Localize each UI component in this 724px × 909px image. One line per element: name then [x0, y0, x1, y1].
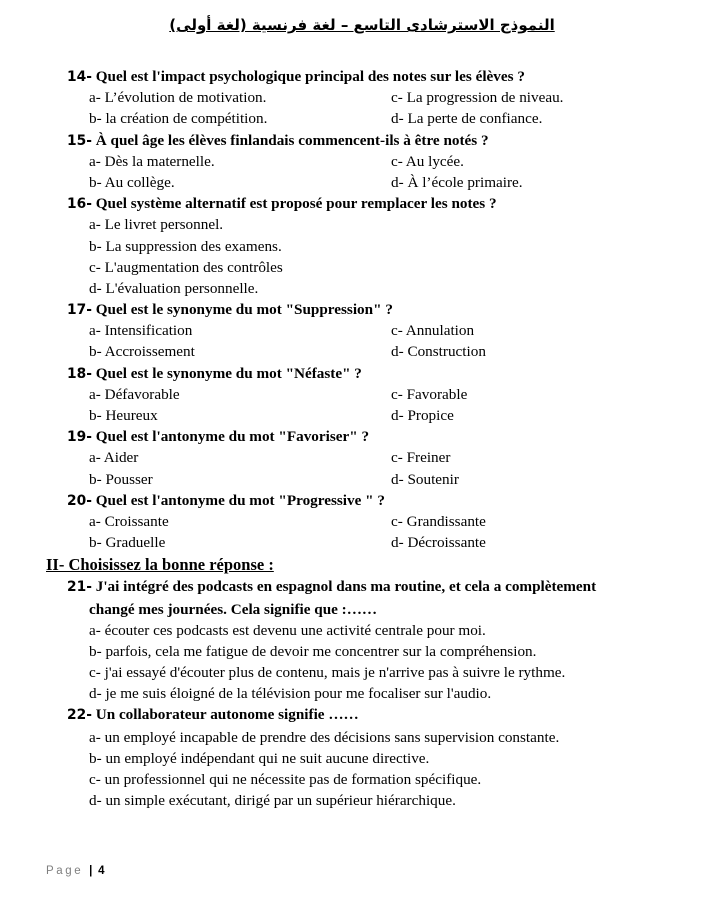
option-c: c- La progression de niveau. [391, 89, 564, 107]
question-14 [0, 66, 724, 87]
question-15 [0, 130, 724, 151]
option-a: a- Le livret personnel. [89, 216, 224, 234]
questions-block [0, 66, 724, 811]
question-number: 18- [67, 365, 92, 382]
question-number: 15- [67, 132, 92, 149]
question-19 [0, 426, 724, 447]
option-row [0, 172, 724, 193]
question-21 [0, 576, 724, 619]
option-b: b- un employé indépendant qui ne suit aucune directive. [89, 749, 430, 767]
question-text-continued: changé mes journées. Cela signifie que :…… [89, 600, 378, 618]
option-b: b- La suppression des examens. [89, 237, 282, 255]
question-text: À quel âge les élèves finlandais commencent-ils à être notés ? [91, 131, 489, 149]
footer-label: Page [46, 865, 84, 877]
question-18 [0, 363, 724, 384]
option-c: c- Freiner [391, 449, 451, 467]
question-22 [0, 704, 724, 726]
question-number: 20- [67, 492, 92, 509]
option-d: d- je me suis éloigné de la télévision pour me focaliser sur l'audio. [89, 685, 492, 703]
option-row [0, 320, 724, 341]
question-number: 22- [67, 707, 92, 724]
option-a: a- Dès la maternelle. [89, 152, 215, 170]
option-c: c- L'augmentation des contrôles [89, 258, 283, 276]
option-b: b- Graduelle [89, 534, 166, 552]
option-row [0, 511, 724, 532]
option-d: d- L'évaluation personnelle. [89, 279, 259, 297]
option-c: c- Annulation [391, 322, 475, 340]
page-number: 4 [98, 865, 105, 877]
option-c: c- Au lycée. [391, 152, 464, 170]
option-c: c- Grandissante [391, 512, 486, 530]
question-text: Quel est l'impact psychologique principal des notes sur les élèves ? [91, 68, 525, 85]
option-row [0, 151, 724, 172]
option-row [0, 532, 724, 553]
option-row [0, 108, 724, 129]
option-row [0, 469, 724, 490]
question-17 [0, 299, 724, 320]
question-text: Quel est le synonyme du mot "Suppression" ? [91, 301, 393, 319]
question-text: Quel est l'antonyme du mot "Favoriser" ? [91, 428, 370, 446]
option-a: a- L’évolution de motivation. [89, 89, 267, 107]
option-d: d- un simple exécutant, dirigé par un supérieur hiérarchique. [89, 792, 456, 810]
question-number: 17- [67, 302, 92, 319]
option-d: d- Construction [391, 343, 486, 361]
option-d: d- Décroissante [391, 534, 486, 552]
question-number: 14- [67, 69, 92, 85]
page-header [0, 16, 724, 34]
question-16 [0, 193, 724, 214]
header-title: النموذج الاسترشادى التاسع – لغة فرنسية (لغة أولى) [169, 16, 555, 34]
footer-separator: | [89, 865, 93, 877]
option-row [0, 384, 724, 405]
option-a: a- Aider [89, 449, 139, 467]
option-b: b- parfois, cela me fatigue de devoir me concentrer sur la compréhension. [89, 642, 537, 660]
option-row [0, 341, 724, 362]
option-b: b- Pousser [89, 470, 153, 488]
option-row [0, 87, 724, 108]
option-row [0, 405, 724, 426]
option-row [0, 447, 724, 468]
option-b: b- Au collège. [89, 173, 175, 191]
question-text: Quel est l'antonyme du mot "Progressive " ? [91, 491, 385, 509]
question-number: 19- [67, 429, 92, 446]
option-c: c- un professionnel qui ne nécessite pas de formation spécifique. [89, 771, 482, 789]
option-a: a- écouter ces podcasts est devenu une activité centrale pour moi. [89, 621, 486, 639]
question-number: 21- [67, 579, 92, 596]
option-c: c- j'ai essayé d'écouter plus de contenu, mais je n'arrive pas à suivre le rythme. [89, 664, 566, 682]
option-d: d- À l’école primaire. [391, 173, 523, 191]
option-d: d- Propice [391, 407, 454, 424]
option-d: d- La perte de confiance. [391, 110, 543, 128]
option-d: d- Soutenir [391, 470, 459, 488]
option-b: b- la création de compétition. [89, 110, 268, 128]
question-text: Un collaborateur autonome signifie …… [91, 706, 359, 724]
option-c: c- Favorable [391, 385, 468, 403]
page-footer [46, 865, 104, 877]
option-a: a- Défavorable [89, 385, 180, 403]
option-a: a- Croissante [89, 512, 169, 530]
question-number: 16- [67, 196, 92, 213]
question-text: Quel système alternatif est proposé pour remplacer les notes ? [91, 195, 497, 213]
option-a: a- un employé incapable de prendre des décisions sans supervision constante. [89, 728, 560, 746]
option-b: b- Heureux [89, 407, 158, 424]
question-text: Quel est le synonyme du mot "Néfaste" ? [91, 364, 362, 382]
section-2-title: II- Choisissez la bonne réponse : [46, 555, 274, 575]
option-a: a- Intensification [89, 322, 193, 340]
question-text: J'ai intégré des podcasts en espagnol dans ma routine, et cela a complètement [91, 578, 597, 596]
question-20 [0, 490, 724, 511]
option-b: b- Accroissement [89, 343, 195, 361]
